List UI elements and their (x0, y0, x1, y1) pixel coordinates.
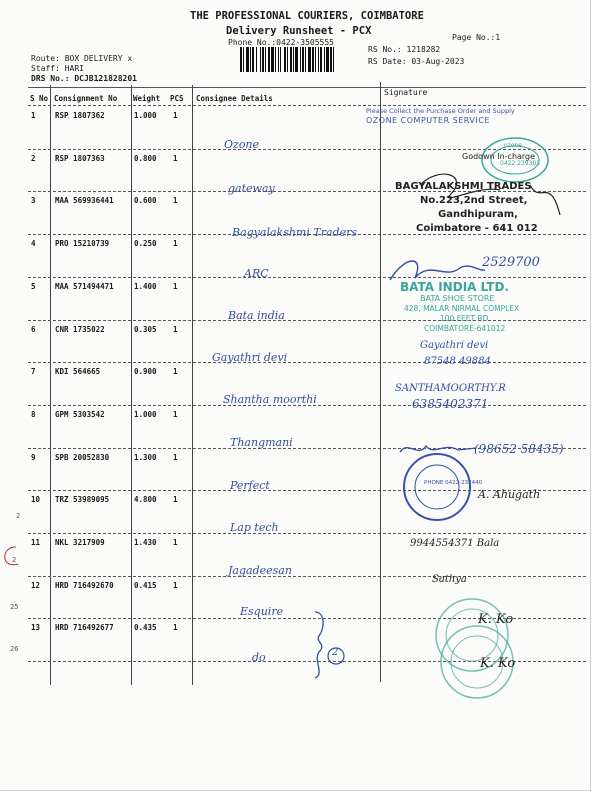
row-consignment: PRO 15210739 (55, 239, 110, 249)
row-consignment: KDI 564665 (55, 367, 101, 377)
barcode-bar (268, 47, 270, 72)
barcode-bar (240, 47, 242, 72)
barcode-bar (312, 47, 314, 72)
barcode-bar (295, 47, 298, 72)
row-consignment: HRD 716492677 (55, 623, 114, 633)
row-pcs: 1 (173, 452, 178, 462)
col-header-consignee: Consignee Details (196, 94, 273, 103)
bagya-stamp-line4: Coimbatore - 641 012 (416, 223, 538, 234)
row-weight: 0.250 (134, 239, 157, 249)
row-pcs: 1 (173, 538, 178, 547)
row-consignment: RSP 1807363 (55, 153, 105, 163)
barcode-bar (320, 47, 322, 72)
barcode-bar (243, 47, 244, 72)
row-consignment: MAA 571494471 (55, 281, 114, 291)
runsheet-title: Delivery Runsheet - PCX (226, 25, 372, 37)
barcode-bar (333, 47, 334, 72)
row-pcs: 1 (173, 196, 178, 206)
row-consignment: HRD 716492670 (55, 580, 114, 590)
barcode-bar (284, 47, 286, 72)
table-top-rule (28, 87, 586, 88)
bagya-stamp-line3: Gandhipuram, (438, 209, 518, 220)
barcode-bar (305, 47, 306, 72)
row-sno: 1 (31, 111, 36, 120)
bata-stamp-line1: BATA INDIA LTD. (400, 280, 509, 294)
jagadeesan-signature: Sathya (432, 574, 467, 585)
bata-stamp-line5: COIMBATORE-641012 (424, 324, 506, 333)
barcode-bar (315, 47, 316, 72)
row-sno: 6 (31, 324, 36, 334)
ozone-stamp-line2: OZONE COMPUTER SERVICE (366, 116, 490, 125)
row-consignment: RSP 1807362 (55, 111, 105, 120)
row-sno: 3 (31, 196, 36, 206)
col-header-sno: S No (30, 94, 49, 103)
round-stamp-number: 0422 239303 (500, 160, 541, 167)
row-consignee-handwritten: Perfect (230, 478, 270, 492)
bagya-signature-scribble (410, 165, 570, 225)
row-weight: 1.430 (134, 538, 157, 547)
row-weight: 4.800 (134, 495, 157, 505)
row-consignment: GPM 5303542 (55, 409, 105, 419)
row-weight: 0.900 (134, 367, 157, 377)
barcode-bar (293, 47, 294, 72)
shantha-signature: SANTHAMOORTHY.R (395, 383, 506, 394)
row-consignee-handwritten: Jagadeesan (228, 564, 292, 577)
row-weight: 1.000 (134, 409, 157, 419)
row-pcs: 1 (173, 239, 178, 249)
row-consignee-handwritten: Shantha moorthi (223, 393, 317, 407)
godown-incharge: Godown In-charge (462, 152, 536, 161)
barcode-bar (246, 47, 249, 72)
row-sno: 4 (31, 239, 36, 249)
arc-signature-number: 2529700 (482, 255, 540, 270)
row-pcs: 1 (173, 281, 178, 291)
bata-stamp-line4: 100 FEET RD (440, 314, 489, 323)
row-sno: 9 (31, 452, 36, 462)
barcode-bar (275, 47, 276, 72)
row-pcs: 1 (173, 324, 178, 334)
row-pcs: 1 (173, 495, 178, 505)
drs-number: DRS No.: DCJB121828201 (31, 74, 137, 83)
page-number: Page No.:1 (452, 33, 501, 42)
row-sno: 12 (31, 580, 41, 590)
col-header-signature: Signature (384, 88, 428, 97)
row-weight: 0.415 (134, 580, 157, 590)
row-consignee-handwritten: Esquire (240, 604, 284, 618)
row-weight: 0.435 (134, 623, 157, 633)
row-consignment: TRZ 53989095 (55, 495, 110, 505)
barcode-bar (250, 47, 251, 72)
row-pcs: 1 (173, 153, 178, 163)
row-consignee-handwritten: Bagyalakshmi Traders (232, 226, 357, 240)
esquire-brace-mark (305, 610, 345, 680)
row-consignment: CNR 1735022 (55, 324, 105, 334)
thangamani-phone: (98652 58435) (474, 442, 564, 456)
row-divider (28, 234, 586, 235)
margin-number: 2 (12, 556, 17, 564)
row-divider (28, 576, 586, 577)
phone-number: Phone No.:0422-3505555 (228, 38, 334, 47)
barcode-bar (326, 47, 329, 72)
row-pcs: 1 (173, 367, 178, 377)
row-weight: 0.800 (134, 153, 157, 163)
barcode-bar (278, 47, 279, 72)
column-divider (192, 85, 193, 685)
bagya-stamp-line2: No.223,2nd Street, (420, 195, 528, 206)
barcode-bar (302, 47, 304, 72)
row-weight: 1.300 (134, 452, 157, 462)
staff-label: Staff: HARI (31, 64, 84, 73)
row-weight: 1.000 (134, 111, 157, 120)
rs-number: RS No.: 1218282 (368, 45, 441, 54)
header-rule (28, 105, 586, 106)
bata-stamp-line2: BATA SHOE STORE (420, 294, 495, 303)
column-divider (50, 85, 51, 685)
barcode-bar (308, 47, 311, 72)
row-consignee-handwritten: Gayathri devi (212, 350, 288, 364)
row-sno: 8 (31, 409, 36, 419)
barcode-image (240, 47, 362, 72)
row-divider (28, 405, 586, 406)
barcode-bar (252, 47, 254, 72)
company-name: THE PROFESSIONAL COURIERS, COIMBATORE (190, 10, 424, 22)
round-stamp-top: ozone (504, 142, 522, 149)
col-header-weight: Weight (133, 94, 161, 103)
barcode-bar (280, 47, 281, 72)
barcode-bar (290, 47, 292, 72)
ozone-stamp-line1: Please Collect the Purchase Order and Supply (366, 107, 515, 115)
row-consignment: SPB 20052830 (55, 452, 110, 462)
shantha-phone: 6385402371 (412, 397, 489, 411)
rs-date: RS Date: 03-Aug-2023 (368, 57, 465, 66)
row-consignee-handwritten: Bata india (228, 308, 285, 322)
route-label: Route: BOX DELIVERY x (31, 54, 133, 63)
row-consignee-handwritten: gateway (228, 181, 275, 195)
gayathri-signature: Gayathri devi (420, 340, 489, 351)
laptech-signature: 9944554371 Bala (410, 538, 500, 549)
row-consignee-handwritten: Ozone (224, 138, 260, 151)
row-divider (28, 320, 586, 321)
row-consignment: MAA 569936441 (55, 196, 114, 206)
column-divider (131, 85, 132, 685)
row-consignee-handwritten: do (252, 651, 266, 665)
row-consignment: NKL 3217909 (55, 538, 105, 547)
bagya-stamp-line1: BAGYALAKSHMI TRADES (395, 181, 532, 192)
barcode-bar (324, 47, 325, 72)
row-divider (28, 533, 586, 534)
margin-number: 25 (10, 603, 19, 611)
barcode-bar (318, 47, 319, 72)
row-pcs: 1 (173, 580, 178, 590)
barcode-bar (265, 47, 266, 72)
margin-number: 2 (16, 512, 21, 520)
row-pcs: 1 (173, 409, 178, 419)
barcode-bar (330, 47, 332, 72)
row-consignee-handwritten: Thangmani (230, 435, 293, 449)
row13-signature: K. Ko (480, 656, 516, 671)
perfect-stamp-phone: PHONE 0422-232440 (424, 480, 483, 486)
row-consignee-handwritten: ARC (244, 267, 269, 281)
barcode-bar (256, 47, 257, 72)
row-weight: 0.305 (134, 324, 157, 334)
esquire-circled-note: 2 (332, 647, 339, 658)
col-header-pcs: PCS (170, 94, 184, 103)
row-sno: 11 (31, 538, 41, 547)
row-sno: 5 (31, 281, 36, 291)
margin-circle-mark (2, 545, 22, 567)
row12-signature: K. Ko (478, 612, 514, 627)
row-sno: 2 (31, 153, 36, 163)
row-pcs: 1 (173, 111, 178, 120)
margin-number: 26 (10, 645, 19, 653)
barcode-bar (260, 47, 261, 72)
perfect-signature: A. Ahugath (478, 488, 541, 501)
row-sno: 13 (31, 623, 41, 633)
barcode-bar (271, 47, 274, 72)
row-pcs: 1 (173, 623, 178, 633)
barcode-bar (300, 47, 301, 72)
row-weight: 0.600 (134, 196, 157, 206)
row-weight: 1.400 (134, 281, 157, 291)
row-sno: 7 (31, 367, 36, 377)
row-consignee-handwritten: Lap tech (230, 521, 279, 535)
gayathri-phone: 87548 49884 (424, 356, 491, 367)
barcode-bar (287, 47, 288, 72)
row-divider (28, 362, 586, 363)
row-sno: 10 (31, 495, 41, 505)
bata-stamp-line3: 428, MALAR NIRMAL COMPLEX (404, 304, 520, 313)
perfect-round-stamp (402, 452, 472, 522)
col-header-consignment: Consignment No (54, 94, 118, 103)
barcode-bar (262, 47, 264, 72)
column-divider (380, 82, 381, 682)
